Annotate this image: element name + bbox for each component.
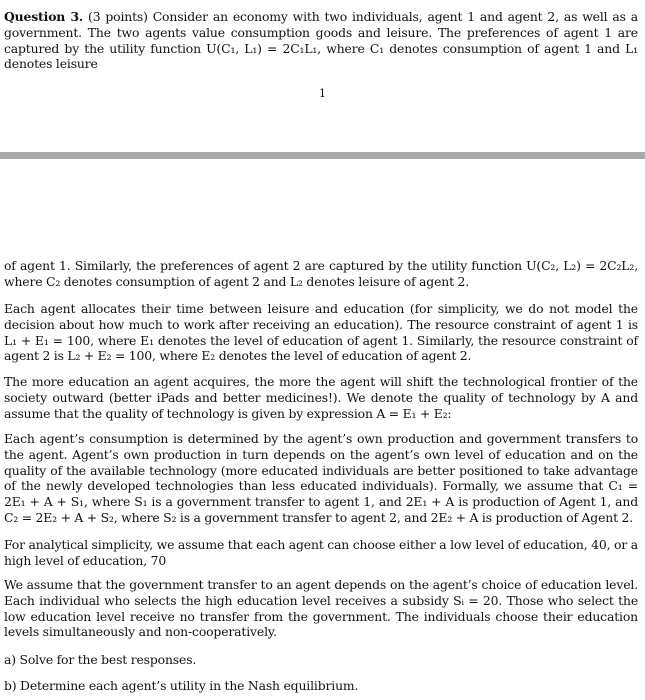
paragraph-resource-constraints: Each agent allocates their time between leisure and education (for simplicity, we do not model the decision about how much to work after receiving an education). The resource constraint of agent 1 is L₁ + E₁ = 100, where E₁ denotes the level of education of agent 1. Similarly, the resource constraint of agent 2 is L₂ + E₂ = 100, where E₂ denotes the level of education of agent 2.	[4, 301, 638, 364]
question-part-a: a) Solve for the best responses.	[4, 652, 197, 667]
page-2	[0, 159, 645, 700]
paragraph-consumption: Each agent’s consumption is determined by the agent’s own production and government transfers to the agent. Agent’s own production in turn depends on the agent’s own level of education and on the quality of the available technology (more educated individuals are better positioned to take advantage of the newly developed technologies than less educated individuals). Formally, we assume that C₁ = 2E₁ + A + S₁, where S₁ is a government transfer to agent 1, and 2E₁ + A is production of Agent 1, and C₂ = 2E₂ + A + S₂, where S₂ is a government transfer to agent 2, and 2E₂ + A is production of Agent 2.	[4, 431, 638, 525]
page-divider	[0, 152, 645, 159]
question-part-b: b) Determine each agent’s utility in the Nash equilibrium.	[4, 678, 359, 693]
question-3-intro	[4, 9, 638, 72]
page-1	[0, 0, 645, 152]
paragraph-government-transfer: We assume that the government transfer to an agent depends on the agent’s choice of education level. Each individual who selects the high education level receives a subsidy Sᵢ = 20. Those who select the low education level receive no transfer from the government. The individuals choose their education levels simultaneously and non-cooperatively.	[4, 577, 638, 640]
question-intro-text: (3 points) Consider an economy with two individuals, agent 1 and agent 2, as well as a government. The two agents value consumption goods and leisure. The preferences of agent 1 are captured by the utility function U(C₁, L₁) = 2C₁L₁, where C₁ denotes consumption of agent 1 and L₁ denotes leisure	[4, 9, 638, 72]
paragraph-education-levels: For analytical simplicity, we assume that each agent can choose either a low level of education, 40, or a high level of education, 70	[4, 537, 638, 568]
paragraph-technology: The more education an agent acquires, the more the agent will shift the technological frontier of the society outward (better iPads and better medicines!). We denote the quality of technology by A and assume that the quality of technology is given by expression A = E₁ + E₂:	[4, 374, 638, 421]
page-number: 1	[319, 87, 326, 100]
question-heading: Question 3.	[4, 9, 84, 24]
paragraph-utility-agent-2: of agent 1. Similarly, the preferences of agent 2 are captured by the utility function U(C₂, L₂) = 2C₂L₂, where C₂ denotes consumption of agent 2 and L₂ denotes leisure of agent 2.	[4, 258, 638, 289]
